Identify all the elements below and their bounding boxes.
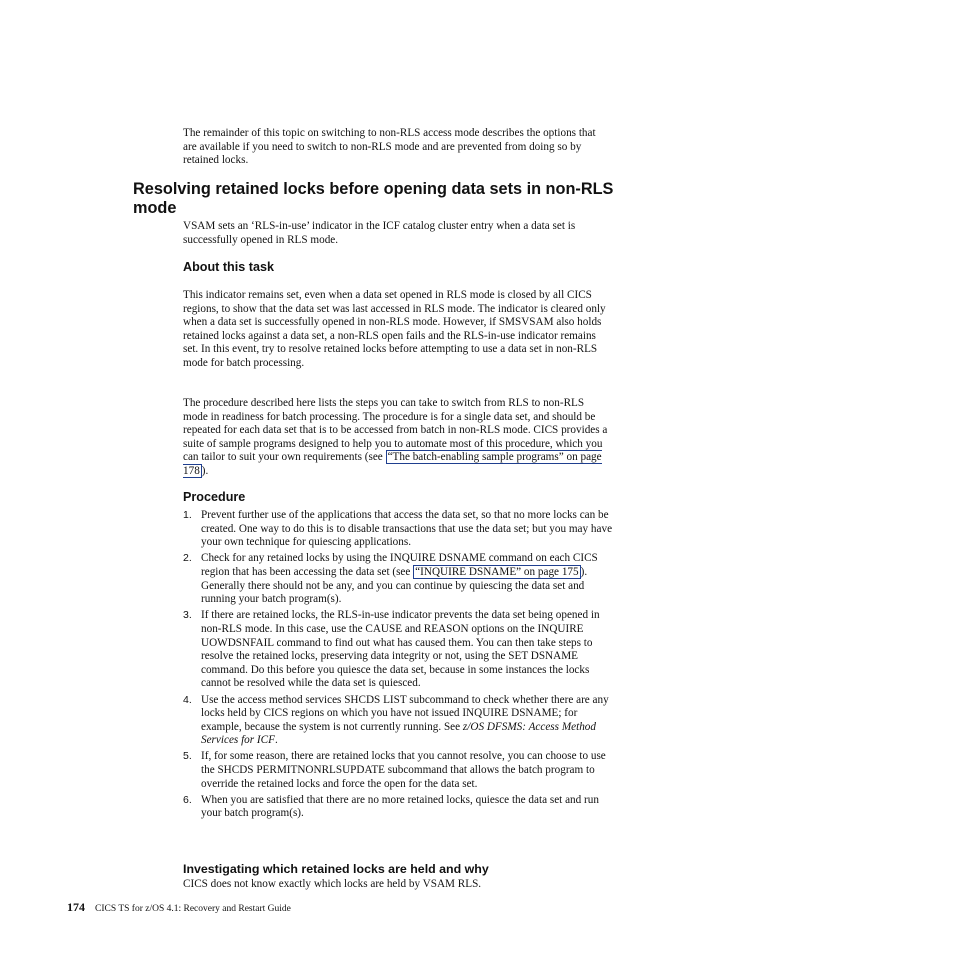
step-text-after: . xyxy=(274,734,278,747)
step-number: 1. xyxy=(183,509,192,521)
step-number: 5. xyxy=(183,750,192,763)
page-footer xyxy=(67,901,291,915)
about-task-heading: About this task xyxy=(183,260,274,274)
section-paragraph: VSAM sets an ‘RLS-in-use’ indicator in the ICF catalog cluster entry when a data set is successfully opened in RLS mode. xyxy=(183,220,576,246)
step-text: When you are satisfied that there are no more retained locks, quiesce the data set and run your batch program(s). xyxy=(201,793,599,820)
para2-text-after: ). xyxy=(201,464,209,477)
para2-text-before: The procedure described here lists the steps you can take to switch from RLS to non-RLS mode in readiness for batch processing. The procedure is for a single data set, and should be repeated for each data set that is to be accessed from batch in non-RLS mode. CICS provides a suite of sample programs designed to help you to automate most of this procedure, which you can tailor to suit your own requirements (see xyxy=(183,397,608,464)
step-text: Prevent further use of the applications that access the data set, so that no more locks can be created. One way to do this is to disable transactions that use the data set; but you may have your own technique for quiescing applications. xyxy=(201,509,613,549)
step-text-after: ). Generally there should not be any, and you can continue by quiescing the data set and running your batch program(s). xyxy=(201,565,588,606)
procedure-step xyxy=(183,609,613,691)
step-text: If, for some reason, there are retained locks that you cannot resolve, you can choose to use the SHCDS PERMITNONRLSUPDATE subcommand that allows the batch program to override the retained locks and force the open for the data set. xyxy=(201,750,606,790)
procedure-step xyxy=(183,794,613,821)
procedure-step xyxy=(183,552,613,606)
step-text-before: Use the access method services SHCDS LIST subcommand to check whether there are any locks held by CICS regions on which you have not issued INQUIRE DSNAME; for example, because the system is not currently running. See xyxy=(201,693,609,733)
about-paragraph-1: This indicator remains set, even when a data set opened in RLS mode is closed by all CICS regions, to show that the data set was last accessed in RLS mode. The indicator is cleared only when a data set is successfully opened in non-RLS mode. However, if SMSVSAM also holds retained locks against a data set, a non-RLS open fails and the RLS-in-use indicator remains set. In this event, try to resolve retained locks before attempting to use a data set in non-RLS mode for batch processing. xyxy=(183,289,606,369)
procedure-step xyxy=(183,694,613,748)
intro-paragraph: The remainder of this topic on switching to non-RLS access mode describes the options that are available if you need to switch to non-RLS mode and are prevented from doing so by retained locks. xyxy=(183,127,596,167)
procedure-step xyxy=(183,509,613,550)
procedure-steps xyxy=(183,509,613,824)
step-number: 6. xyxy=(183,793,192,806)
batch-enabling-samples-link[interactable]: “The batch-enabling sample programs” on page 178 xyxy=(183,451,602,477)
book-title: CICS TS for z/OS 4.1: Recovery and Restart Guide xyxy=(95,904,291,914)
book-reference: z/OS DFSMS: Access Method Services for ICF xyxy=(201,720,596,747)
investigating-paragraph: CICS does not know exactly which locks are held by VSAM RLS. xyxy=(183,878,482,890)
page-number: 174 xyxy=(67,900,85,914)
step-number: 3. xyxy=(183,609,192,622)
investigating-heading: Investigating which retained locks are held and why xyxy=(183,862,489,876)
step-number: 2. xyxy=(183,552,192,565)
step-text: If there are retained locks, the RLS-in-use indicator prevents the data set being opened in non-RLS mode. In this case, use the CAUSE and REASON options on the INQUIRE UOWDSNFAIL command to find out what has caused them. You can then take steps to resolve the retained locks, preserving data integrity or not, using the SET DSNAME command. Do this before you quiesce the data set, because in some instances the locks cannot be resolved while the data set is quiesced. xyxy=(201,609,600,690)
inquire-dsname-link[interactable]: “INQUIRE DSNAME” on page 175 xyxy=(415,565,579,578)
section-heading: Resolving retained locks before opening data sets in non-RLS mode xyxy=(133,180,614,217)
step-number: 4. xyxy=(183,693,192,706)
step-text-before: Check for any retained locks by using the INQUIRE DSNAME command on each CICS region that has been accessing the data set (see xyxy=(201,552,598,578)
about-paragraph-2 xyxy=(183,397,611,479)
procedure-step xyxy=(183,750,613,791)
procedure-heading: Procedure xyxy=(183,490,246,504)
